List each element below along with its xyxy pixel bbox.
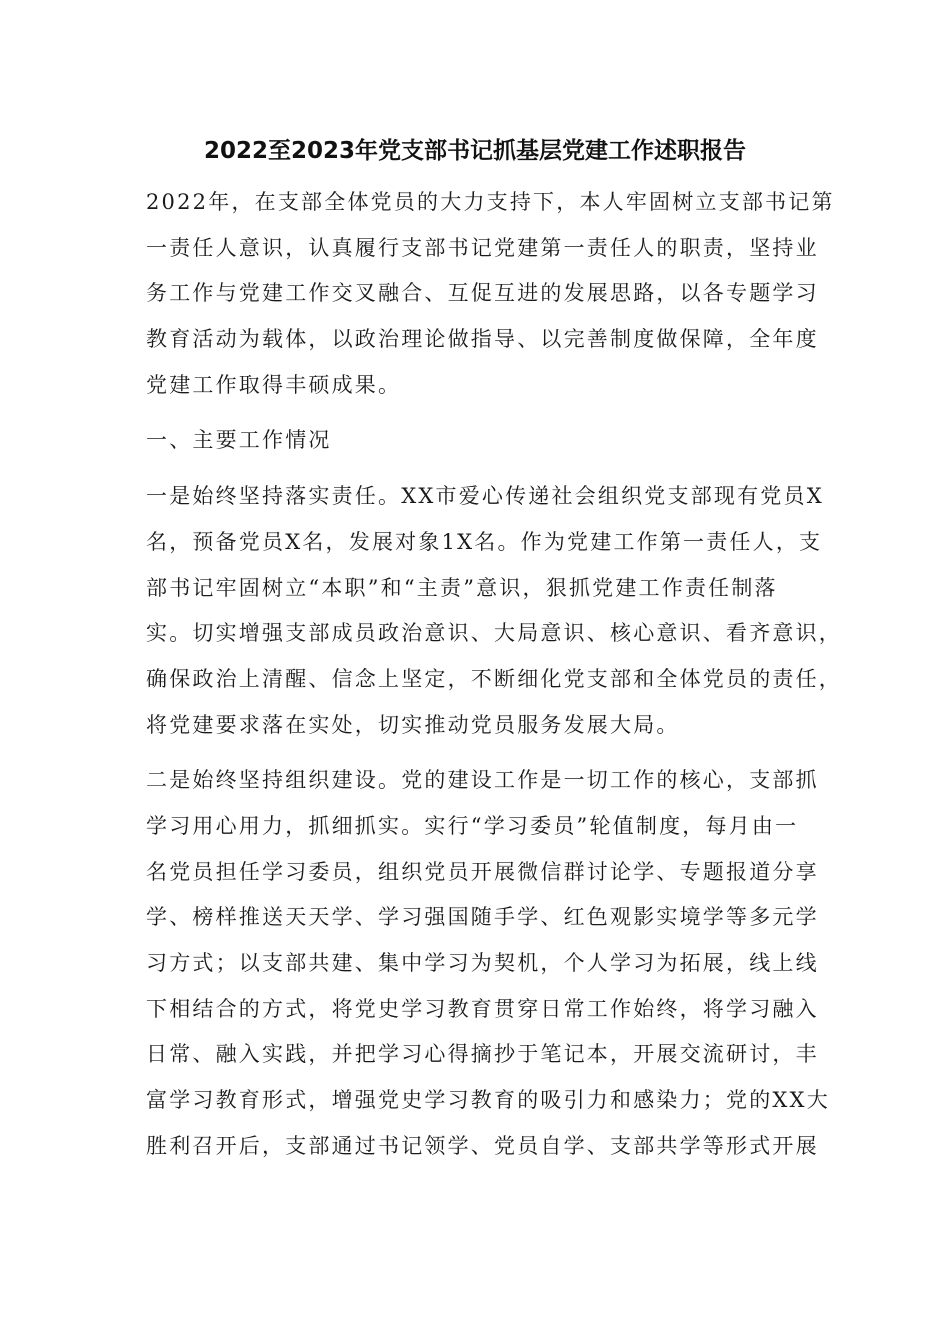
- paragraph-responsibility: [146, 474, 842, 748]
- text-line: 胜利召开后，支部通过书记领学、党员自学、支部共学等形式开展: [146, 1133, 819, 1158]
- text-line: 日常、融入实践，并把学习心得摘抄于笔记本，开展交流研讨，丰: [146, 1042, 819, 1067]
- text-line: 名，预备党员X名，发展对象1X名。作为党建工作第一责任人，支: [146, 529, 823, 554]
- text-line: 确保政治上清醒、信念上坚定，不断细化党支部和全体党员的责任，: [146, 666, 842, 691]
- document-title: 2022至2023年党支部书记抓基层党建工作述职报告: [203, 138, 747, 164]
- text-line: 一责任人意识，认真履行支部书记党建第一责任人的职责，坚持业: [146, 235, 819, 260]
- text-line: 务工作与党建工作交叉融合、互促互进的发展思路，以各专题学习: [146, 281, 819, 306]
- text-line: 下相结合的方式，将党史学习教育贯穿日常工作始终，将学习融入: [146, 996, 819, 1021]
- text-line: 习方式；以支部共建、集中学习为契机，个人学习为拓展，线上线: [146, 951, 819, 975]
- paragraph-spacer: [146, 408, 822, 418]
- text-line: 一是始终坚持落实责任。XX市爱心传递社会组织党支部现有党员X: [146, 484, 824, 509]
- text-line: 一、主要工作情况: [146, 428, 332, 453]
- text-line: 二是始终坚持组织建设。党的建设工作是一切工作的核心，支部抓: [146, 768, 819, 793]
- text-line: 部书记牢固树立“本职”和“主责”意识，狠抓党建工作责任制落: [146, 575, 778, 600]
- text-line: 学习用心用力，抓细抓实。实行“学习委员”轮值制度，每月由一: [146, 813, 799, 838]
- paragraph-spacer: [146, 748, 822, 758]
- text-line: 将党建要求落在实处，切实推动党员服务发展大局。: [146, 712, 680, 737]
- text-line: 党建工作取得丰硕成果。: [146, 372, 402, 397]
- document-body: [146, 180, 842, 1169]
- paragraph-organization: [146, 758, 830, 1169]
- paragraph-intro: [146, 180, 835, 408]
- text-line: 2022年，在支部全体党员的大力支持下，本人牢固树立支部书记第: [146, 190, 835, 214]
- text-line: 富学习教育形式，增强党史学习教育的吸引力和感染力；党的XX大: [146, 1088, 830, 1113]
- section-heading: [146, 418, 822, 464]
- text-line: 教育活动为载体，以政治理论做指导、以完善制度做保障，全年度: [146, 327, 819, 352]
- text-line: 学、榜样推送天天学、学习强国随手学、红色观影实境学等多元学: [146, 905, 819, 930]
- paragraph-spacer: [146, 464, 822, 474]
- text-line: 名党员担任学习委员，组织党员开展微信群讨论学、专题报道分享: [146, 859, 819, 884]
- text-line: 实。切实增强支部成员政治意识、大局意识、核心意识、看齐意识，: [146, 621, 842, 646]
